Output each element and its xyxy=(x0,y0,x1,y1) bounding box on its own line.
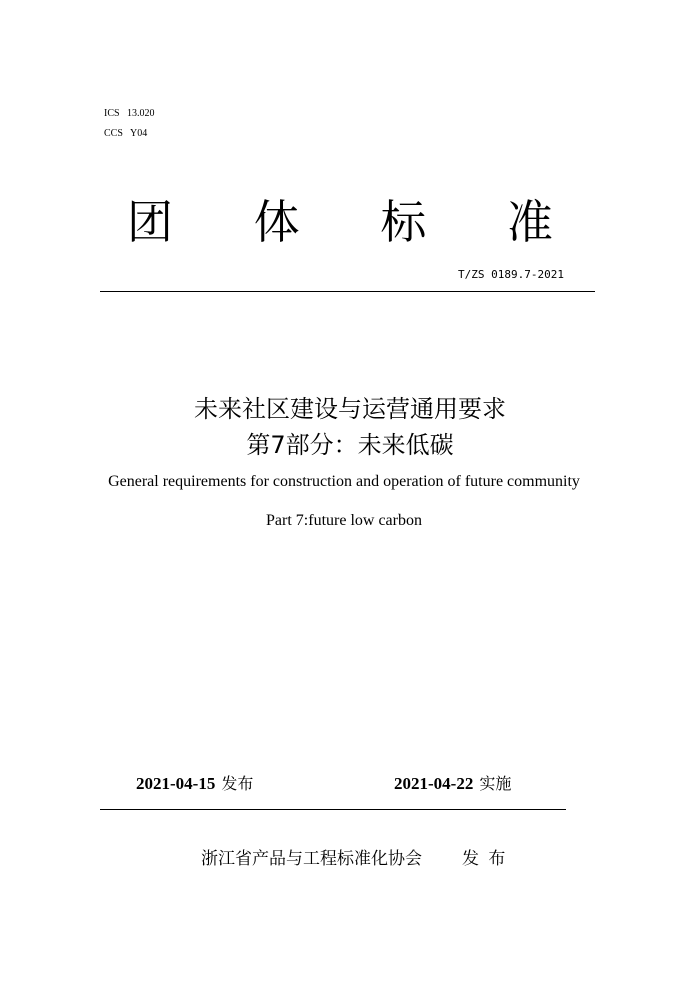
standard-number: T/ZS 0189.7-2021 xyxy=(458,268,564,281)
doc-type-char-3: 标 xyxy=(380,195,427,249)
doc-type-char-1: 团 xyxy=(127,195,173,249)
issue-label: 发布 xyxy=(221,774,254,793)
title-chinese-line-1: 未来社区建设与运营通用要求 xyxy=(194,395,506,423)
issue-date: 2021-04-15 xyxy=(136,774,216,793)
doc-type-char-2: 体 xyxy=(253,195,300,249)
implement-date-block xyxy=(394,771,511,794)
title-chinese-line-2: 第7部分：未来低碳 xyxy=(246,431,454,459)
implement-date: 2021-04-22 xyxy=(394,774,474,793)
issue-date-block xyxy=(136,771,253,794)
footer-divider xyxy=(100,809,566,810)
doc-type-char-4: 准 xyxy=(506,195,553,249)
header-divider xyxy=(100,291,595,292)
title-english-line-1: General requirements for construction and operation of future community xyxy=(108,473,580,490)
publish-label: 发 布 xyxy=(462,849,508,869)
publisher-name: 浙江省产品与工程标准化协会 xyxy=(201,849,422,869)
title-english-line-2: Part 7:future low carbon xyxy=(266,512,422,529)
document-type-title xyxy=(120,192,560,252)
ics-code: ICS 13.020 xyxy=(104,108,155,119)
ccs-code: CCS Y04 xyxy=(104,128,148,139)
implement-label: 实施 xyxy=(479,774,512,793)
